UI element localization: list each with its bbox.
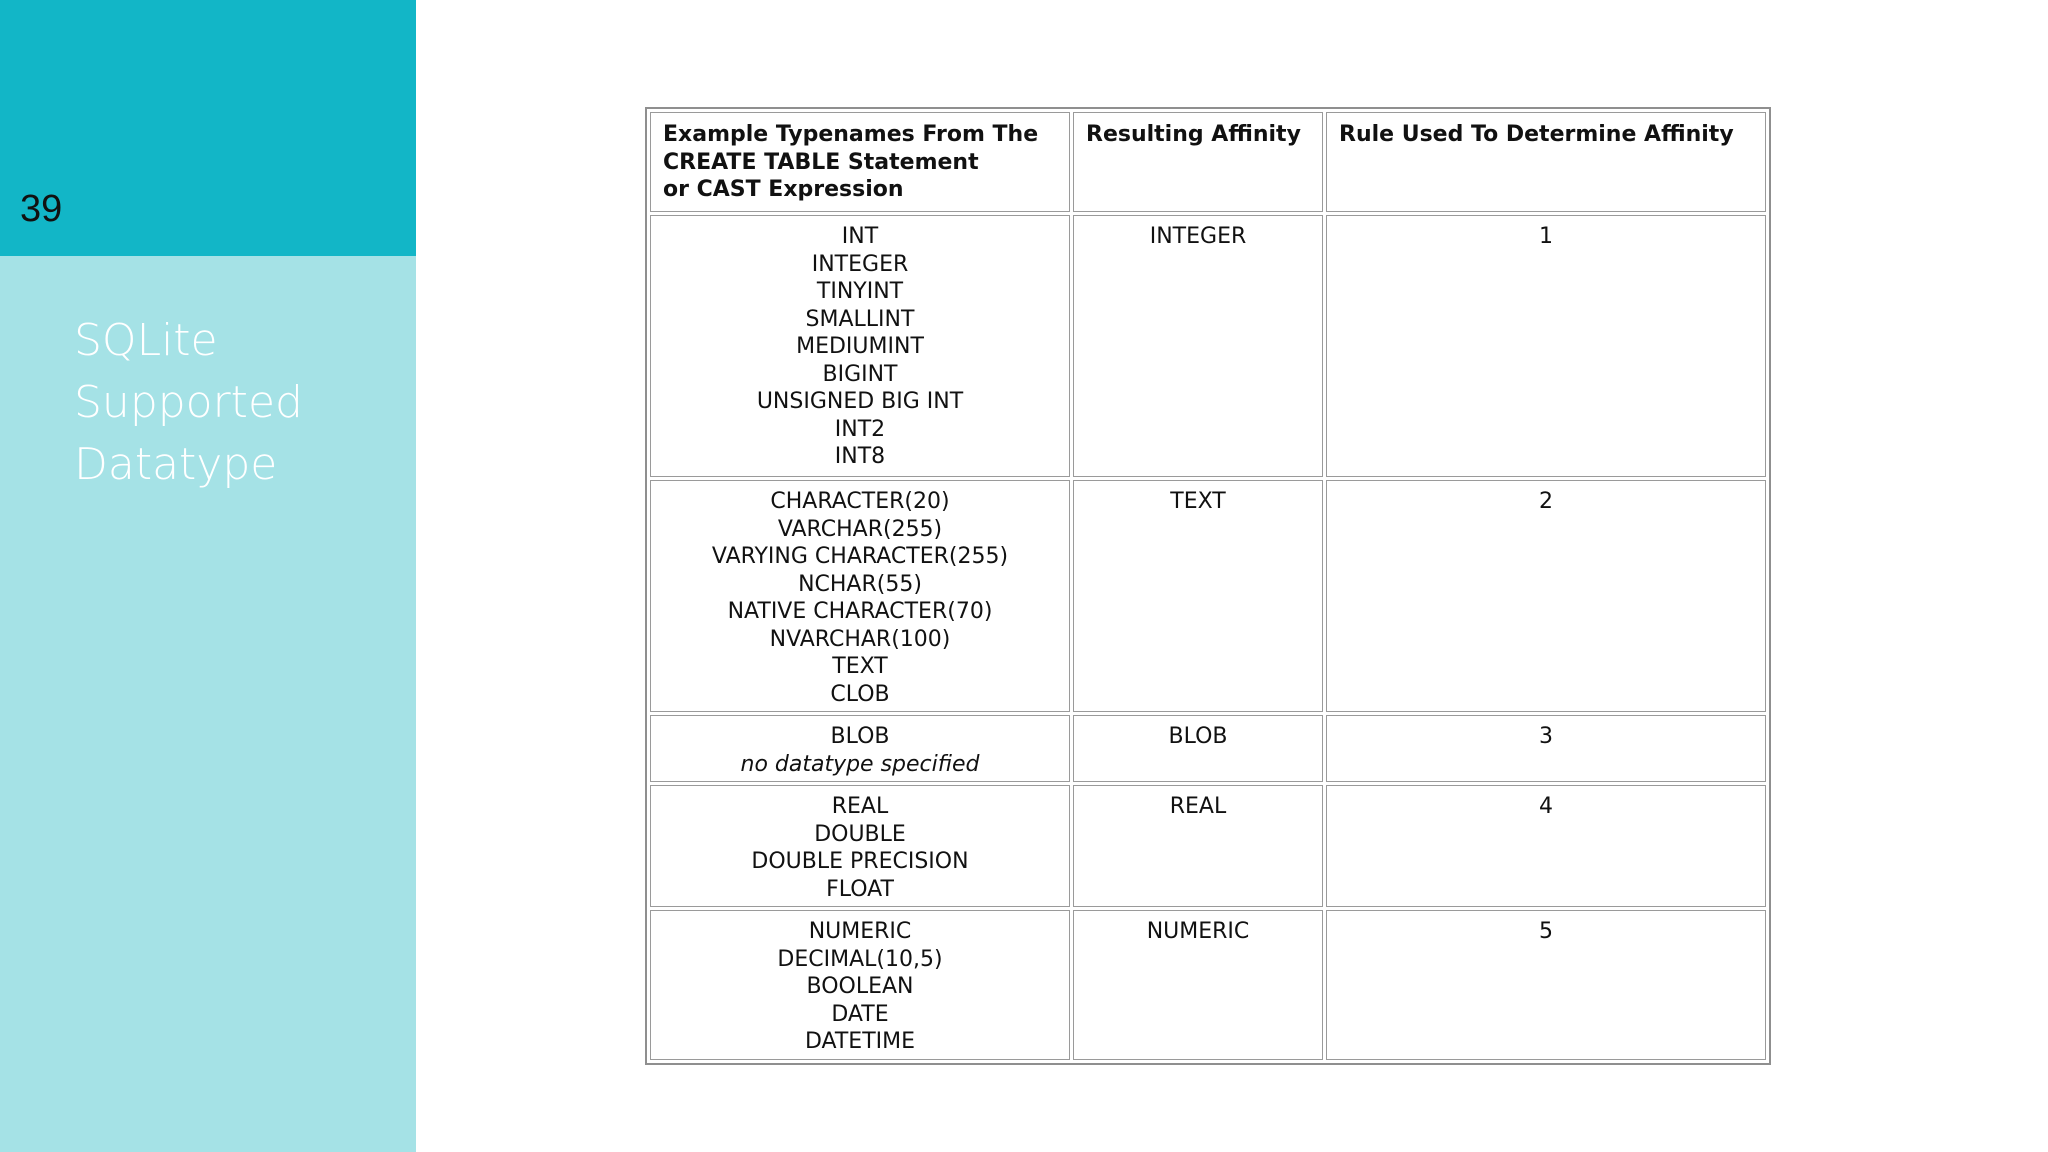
typename: NVARCHAR(100) (769, 626, 951, 652)
table-row (650, 715, 1766, 782)
slide-title-line: Supported (74, 377, 303, 428)
typename: DATETIME (804, 1029, 916, 1054)
header-text: or CAST Expression (663, 177, 904, 202)
table-header-row (650, 112, 1766, 212)
typenames-cell (650, 715, 1070, 782)
slide-title (74, 310, 394, 496)
slide-title-line: SQLite (74, 315, 218, 366)
header-typenames (650, 112, 1070, 212)
rule-cell: 2 (1326, 480, 1766, 712)
typename: TEXT (832, 654, 888, 679)
rule-cell: 4 (1326, 785, 1766, 907)
affinity-cell: REAL (1073, 785, 1323, 907)
typename: DECIMAL(10,5) (777, 946, 943, 972)
typename: DATE (831, 1001, 889, 1027)
typename: MEDIUMINT (796, 334, 924, 359)
typenames-cell (650, 910, 1070, 1060)
affinity-cell: NUMERIC (1073, 910, 1323, 1060)
typename: NCHAR(55) (798, 571, 922, 597)
slide-title-line: Datatype (74, 439, 278, 490)
affinity-table (645, 107, 1771, 1065)
typename: TINYINT (816, 279, 904, 304)
header-text: Rule Used To Determine Affinity (1339, 122, 1734, 147)
header-text: CREATE TABLE Statement (663, 149, 979, 175)
header-affinity (1073, 112, 1323, 212)
typename: SMALLINT (805, 306, 915, 332)
sidebar-top-panel (0, 0, 416, 256)
typename: INTEGER (811, 251, 909, 277)
typenames-cell (650, 785, 1070, 907)
typename-note: no datatype specified (740, 751, 980, 777)
typename: INT (841, 224, 879, 249)
table-row (650, 215, 1766, 477)
typename: BIGINT (822, 361, 898, 387)
typename: DOUBLE PRECISION (751, 849, 969, 874)
typename: BLOB (830, 724, 890, 749)
typename: CHARACTER(20) (770, 489, 950, 514)
header-rule (1326, 112, 1766, 212)
header-text: Example Typenames From The (663, 122, 1039, 147)
typename: REAL (831, 794, 889, 819)
typenames-cell (650, 215, 1070, 477)
rule-cell: 3 (1326, 715, 1766, 782)
rule-cell: 1 (1326, 215, 1766, 477)
table-row (650, 785, 1766, 907)
affinity-cell: TEXT (1073, 480, 1323, 712)
typename: DOUBLE (814, 821, 906, 847)
typename: INT8 (834, 444, 886, 469)
typename: NUMERIC (808, 919, 912, 944)
table-row (650, 480, 1766, 712)
typename: CLOB (830, 681, 890, 707)
typename: VARCHAR(255) (777, 516, 943, 542)
typename: BOOLEAN (806, 974, 914, 999)
typename: NATIVE CHARACTER(70) (727, 599, 993, 624)
typename: VARYING CHARACTER(255) (711, 544, 1009, 569)
rule-cell: 5 (1326, 910, 1766, 1060)
slide-number: 39 (20, 188, 63, 230)
header-text: Resulting Affinity (1086, 122, 1301, 147)
table-row (650, 910, 1766, 1060)
affinity-cell: INTEGER (1073, 215, 1323, 477)
typenames-cell (650, 480, 1070, 712)
affinity-cell: BLOB (1073, 715, 1323, 782)
typename: INT2 (834, 416, 886, 442)
typename: UNSIGNED BIG INT (756, 389, 964, 414)
typename: FLOAT (826, 876, 894, 902)
